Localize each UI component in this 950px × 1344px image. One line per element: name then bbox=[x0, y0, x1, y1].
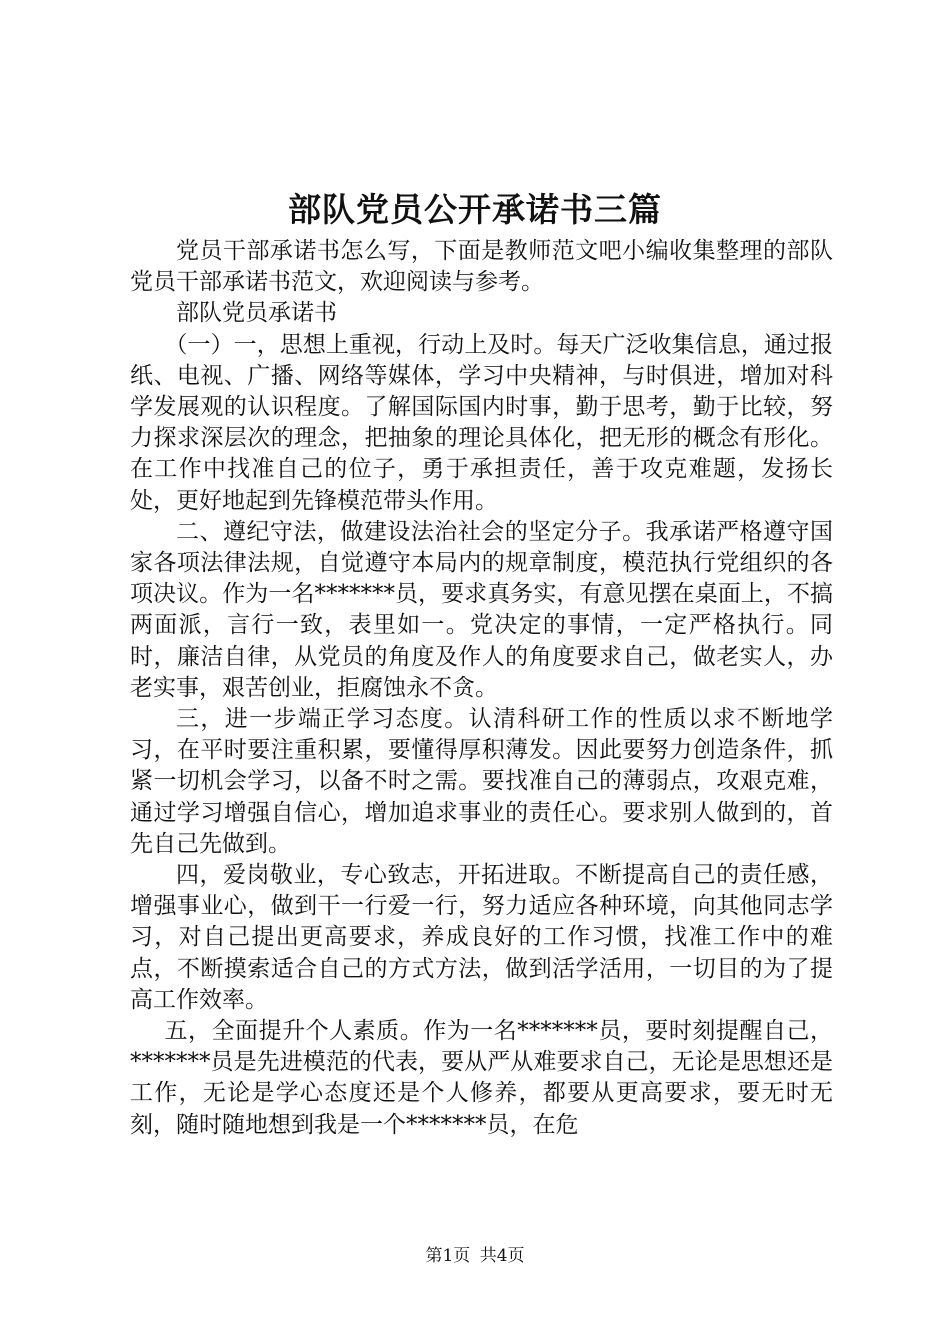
page-total: 共4页 bbox=[479, 1246, 525, 1266]
document-body bbox=[130, 236, 833, 1141]
paragraph-three: 三，进一步端正学习态度。认清科研工作的性质以求不断地学习，在平时要注重积累，要懂得厚积薄发。因此要努力创造条件，抓紧一切机会学习，以备不时之需。要找准自己的薄弱点，攻艰克难，通过学习增强自信心，增加追求事业的责任心。要求别人做到的，首先自己先做到。 bbox=[130, 706, 833, 857]
document-title: 部队党员公开承诺书三篇 bbox=[288, 190, 662, 229]
paragraph-one: （一）一，思想上重视，行动上及时。每天广泛收集信息，通过报纸、电视、广播、网络等媒体，学习中央精神，与时俱进，增加对科学发展观的认识程度。了解国际国内时事，勤于思考，勤于比较，努力探求深层次的理念，把抽象的理论具体化，把无形的概念有形化。在工作中找准自己的位子，勇于承担责任，善于攻克难题，发扬长处，更好地起到先锋模范带头作用。 bbox=[130, 331, 833, 514]
paragraph-five: 五，全面提升个人素质。作为一名*******员，要时刻提醒自己，*******员是先进模范的代表，要从严从难要求自己，无论是思想还是工作，无论是学心态度还是个人修养，都要从更高要求，要无时无刻，随时随地想到我是一个*******员，在危 bbox=[130, 1018, 833, 1138]
paragraph-four: 四，爱岗敬业，专心致志，开拓进取。不断提高自己的责任感，增强事业心，做到干一行爱一行，努力适应各种环境，向其他同志学习，对自己提出更高要求，养成良好的工作习惯，找准工作中的难点，不断摸索适合自己的方式方法，做到活学活用，一切目的为了提高工作效率。 bbox=[130, 862, 833, 1013]
paragraph-two: 二、遵纪守法，做建设法治社会的坚定分子。我承诺严格遵守国家各项法律法规，自觉遵守本局内的规章制度，模范执行党组织的各项决议。作为一名*******员，要求真务实，有意见摆在桌面上，不搞两面派，言行一致，表里如一。党决定的事情，一定严格执行。同时，廉洁自律，从党员的角度及作人的角度要求自己，做老实人，办老实事，艰苦创业，拒腐蚀永不贪。 bbox=[130, 518, 833, 701]
page-number: 第1页 bbox=[425, 1246, 471, 1266]
page-footer bbox=[0, 1244, 950, 1268]
section-heading: 部队党员承诺书 bbox=[176, 300, 337, 327]
intro-paragraph: 党员干部承诺书怎么写，下面是教师范文吧小编收集整理的部队党员干部承诺书范文，欢迎阅读与参考。 bbox=[130, 238, 833, 296]
